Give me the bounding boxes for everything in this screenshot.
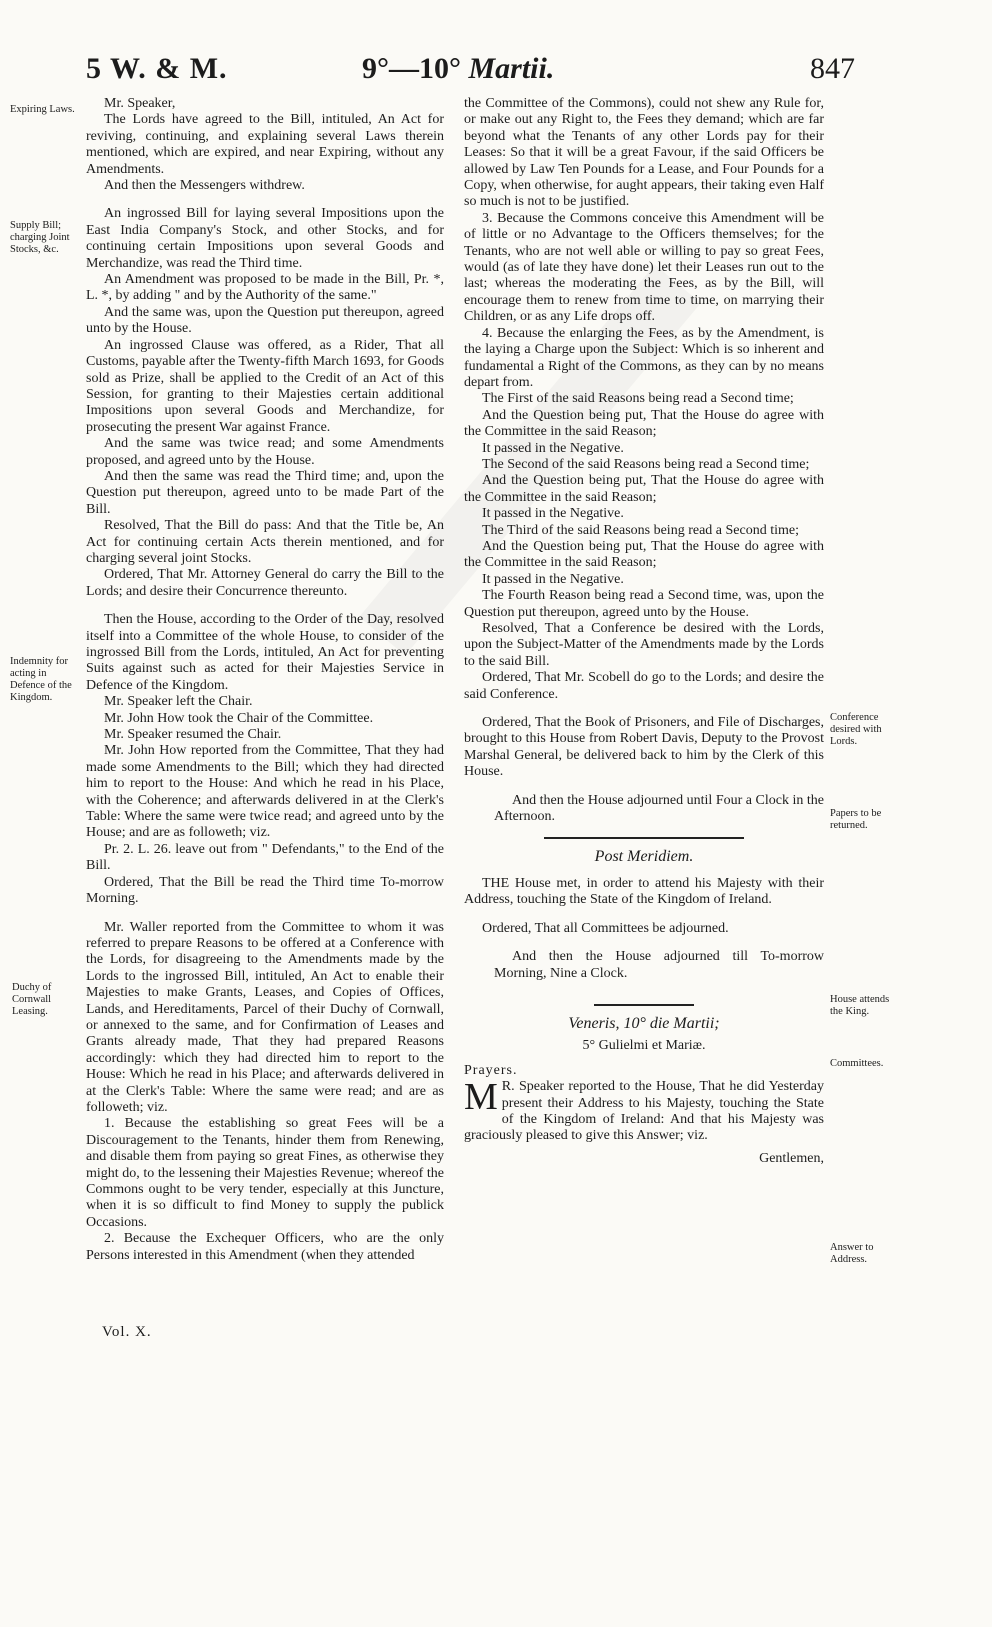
paragraph: The Fourth Reason being read a Second time, was, upon the Question put thereupon, agreed unto by the House. xyxy=(464,588,824,620)
paragraph: And the same was twice read; and some Amendments proposed, and agreed unto by the House. xyxy=(86,436,444,468)
paragraph: M R. Speaker reported to the House, That he did Yesterday present their Address to his Majesty, touching the State of the Kingdom of Ireland: And that his Majesty was graciously pleased to give this Answer; viz. xyxy=(464,1076,824,1144)
paragraph: Resolved, That a Conference be desired with the Lords, upon the Subject-Matter of the Amendments made by the Lords to the said Bill. xyxy=(464,621,824,669)
paragraph: Resolved, That the Bill do pass: And that the Title be, An Act for continuing certain Acts therein mentioned, and for charging several joint Stocks. xyxy=(86,518,444,566)
paragraph: Mr. Speaker resumed the Chair. xyxy=(104,727,282,743)
volume-footer: Vol. X. xyxy=(102,1324,152,1340)
paragraph: Mr. Speaker left the Chair. xyxy=(104,694,253,710)
paragraph: Ordered, That the Book of Prisoners, and File of Discharges, brought to this House from Robert Davis, Deputy to the Provost Marshal General, be delivered back to him by the Clerk of this House. xyxy=(464,715,824,780)
paragraph: Ordered, That the Bill be read the Third time To-morrow Morning. xyxy=(86,874,444,907)
paragraph: 3. Because the Commons conceive this Amendment will be of little or no Advantage to the Officers themselves; for the Tenants, who are not well able or willing to pay so great Fees, would (as of late they have done) let their Leases run out to the last; whereas the moderating the Fees, as by the Bill, will encourage them to renew from time to time, on marrying their Children, or as any Life drops off. xyxy=(464,210,824,325)
paragraph: The Lords have agreed to the Bill, intituled, An Act for reviving, continuing, and explaining several Laws therein mentioned, which are expired, and near Expiring, without any Amendments. xyxy=(86,112,444,177)
paragraph: The Third of the said Reasons being read a Second time; xyxy=(482,522,799,538)
day-heading: Veneris, 10° die Martii; xyxy=(568,1014,720,1032)
paragraph: It passed in the Negative. xyxy=(482,440,624,456)
regnal-year: 5 W. & M. xyxy=(86,52,228,85)
paragraph: The First of the said Reasons being read a Second time; xyxy=(482,391,794,407)
paragraph: And then the House adjourned until Four a Clock in the Afternoon. xyxy=(494,792,824,825)
paragraph: And the Question being put, That the House do agree with the Committee in the said Reason; xyxy=(464,538,824,571)
sidenote-duchy: Duchy of Cornwall Leasing. xyxy=(12,982,52,1017)
paragraph: the Committee of the Commons), could not shew any Rule for, or make out any Right to, the Fees they demand; which are far beyond what the Tenants of any other Lords pay for their Leases: So that it will be a great Favour, if the said Officers be allowed by Law Ten Pounds for a Lease, and Four Pounds for a Copy, when otherwise, for aught appears, their taking even Half so much is not to be justified. xyxy=(464,96,824,210)
closing-salutation: Gentlemen, xyxy=(759,1150,824,1166)
paragraph: And then the Messengers withdrew. xyxy=(104,178,305,194)
paragraph: Ordered, That Mr. Scobell do go to the Lords; and desire the said Conference. xyxy=(464,670,824,702)
paragraph: It passed in the Negative. xyxy=(482,571,624,587)
paragraph: Mr. Waller reported from the Committee to whom it was referred to prepare Reasons to be offered at a Conference with the Lords, for disagreeing to the Amendments made by the Lords to the ingrossed Bill, intituled, An Act to enable their Majesties to make Grants, Leases, and Copies of Offices, Lands, and Hereditaments, Parcel of their Duchy of Cornwall, or annexed to the same, and for Confirmation of Leases and Grants already made, That they had prepared Reasons accordingly: which they had directed him to report to the House: Which he read in his Place; and afterwards delivered in at the Clerk's Table: Where the same were read; and are as followeth; viz. xyxy=(86,919,444,1115)
paragraph: 4. Because the enlarging the Fees, as by the Amendment, is the laying a Charge upon the Subject: Which is so inherent and fundamental a Right of the Commons, as they can by no means depart from. xyxy=(464,325,824,390)
paragraph: And the same was, upon the Question put thereupon, agreed unto by the House. xyxy=(86,304,444,337)
sidenote-supply: Supply Bill; charging Joint Stocks, &c. xyxy=(10,220,70,255)
paragraph: Mr. John How took the Chair of the Committee. xyxy=(104,710,374,726)
paragraph: And then the same was read the Third time; and, upon the Question put thereupon, agreed unto to be made Part of the Bill. xyxy=(86,468,444,517)
sidenote-committees: Committees. xyxy=(830,1058,884,1069)
paragraph: Ordered, That all Committees be adjourned. xyxy=(482,920,729,936)
page-header xyxy=(0,52,992,102)
paragraph: The Second of the said Reasons being read a Second time; xyxy=(482,456,810,472)
sidenote-papers: Papers to be returned. xyxy=(830,808,882,831)
left-column xyxy=(86,96,444,1264)
paragraph: 2. Because the Exchequer Officers, who are the only Persons interested in this Amendment (when they attended xyxy=(86,1231,444,1263)
section-divider xyxy=(544,837,744,839)
drop-cap: M xyxy=(464,1076,498,1119)
paragraph: Then the House, according to the Order of the Day, resolved itself into a Committee of the whole House, to consider of the ingrossed Bill from the Lords, intituled, An Act for preventing Suits against such as acted for their Majesties Service in Defence of the Kingdom. xyxy=(86,612,444,693)
sidenote-answer: Answer to Address. xyxy=(830,1242,874,1265)
regnal-subheading: 5° Gulielmi et Mariæ. xyxy=(582,1038,706,1054)
date-heading: 9°—10° Martii. xyxy=(362,52,555,85)
paragraph: It passed in the Negative. xyxy=(482,506,624,522)
section-divider xyxy=(594,1004,694,1006)
paragraph: 1. Because the establishing so great Fees will be a Discouragement to the Tenants, hinder them from Renewing, and disable them from paying so great Fines, as otherwise they might do, to the lessening their Majesties Revenue; whereof the Commons ought to be very tender, especially at this Juncture, when it is so difficult to find Money to supply the publick Occasions. xyxy=(86,1116,444,1230)
sidenote-house-attends: House attends the King. xyxy=(830,994,890,1017)
paragraph: And then the House adjourned till To-morrow Morning, Nine a Clock. xyxy=(494,949,824,981)
paragraph: Ordered, That Mr. Attorney General do carry the Bill to the Lords; and desire their Concurrence thereunto. xyxy=(86,567,444,599)
paragraph: An Amendment was proposed to be made in the Bill, Pr. *, L. *, by adding " and by the Authority of the same." xyxy=(86,272,444,304)
sidenote-indemnity: Indemnity for acting in Defence of the Kingdom. xyxy=(10,656,72,703)
paragraph: And the Question being put, That the House do agree with the Committee in the said Reason; xyxy=(464,407,824,440)
paragraph: An ingrossed Clause was offered, as a Rider, That all Customs, payable after the Twenty-fifth March 1693, for Goods sold as Prize, shall be applied to the Credit of an Act of this Session, for granting to their Majesties certain additional Impositions upon several Goods and Merchandize, for prosecuting the present War against France. xyxy=(86,337,445,435)
section-heading: Post Meridiem. xyxy=(594,848,694,866)
paragraph: An ingrossed Bill for laying several Impositions upon the East India Company's Stock, and other Stocks, and for continuing certain Impositions upon several Goods and Merchandize, was read the Third time. xyxy=(86,206,444,271)
prayers-label: Prayers. xyxy=(464,1062,518,1078)
paragraph: Mr. John How reported from the Committee, That they had made some Amendments to the Bill; which they had directed him to report to the House: And which he read in his Place, with the Coherence; and afterwards delivered in at the Clerk's Table: Where the same were twice read; and agreed unto by the House; and are as followeth; viz. xyxy=(86,743,444,841)
paragraph: THE House met, in order to attend his Majesty with their Address, touching the State of the Kingdom of Ireland. xyxy=(464,875,824,908)
right-column xyxy=(464,96,824,1167)
paragraph: Pr. 2. L. 26. leave out from " Defendants," to the End of the Bill. xyxy=(86,841,444,874)
paragraph: Mr. Speaker, xyxy=(104,96,176,111)
page-number: 847 xyxy=(810,52,855,85)
sidenote-expiring: Expiring Laws. xyxy=(10,104,75,115)
paragraph: And the Question being put, That the House do agree with the Committee in the said Reason; xyxy=(464,473,824,505)
sidenote-conference: Conference desired with Lords. xyxy=(830,712,882,747)
